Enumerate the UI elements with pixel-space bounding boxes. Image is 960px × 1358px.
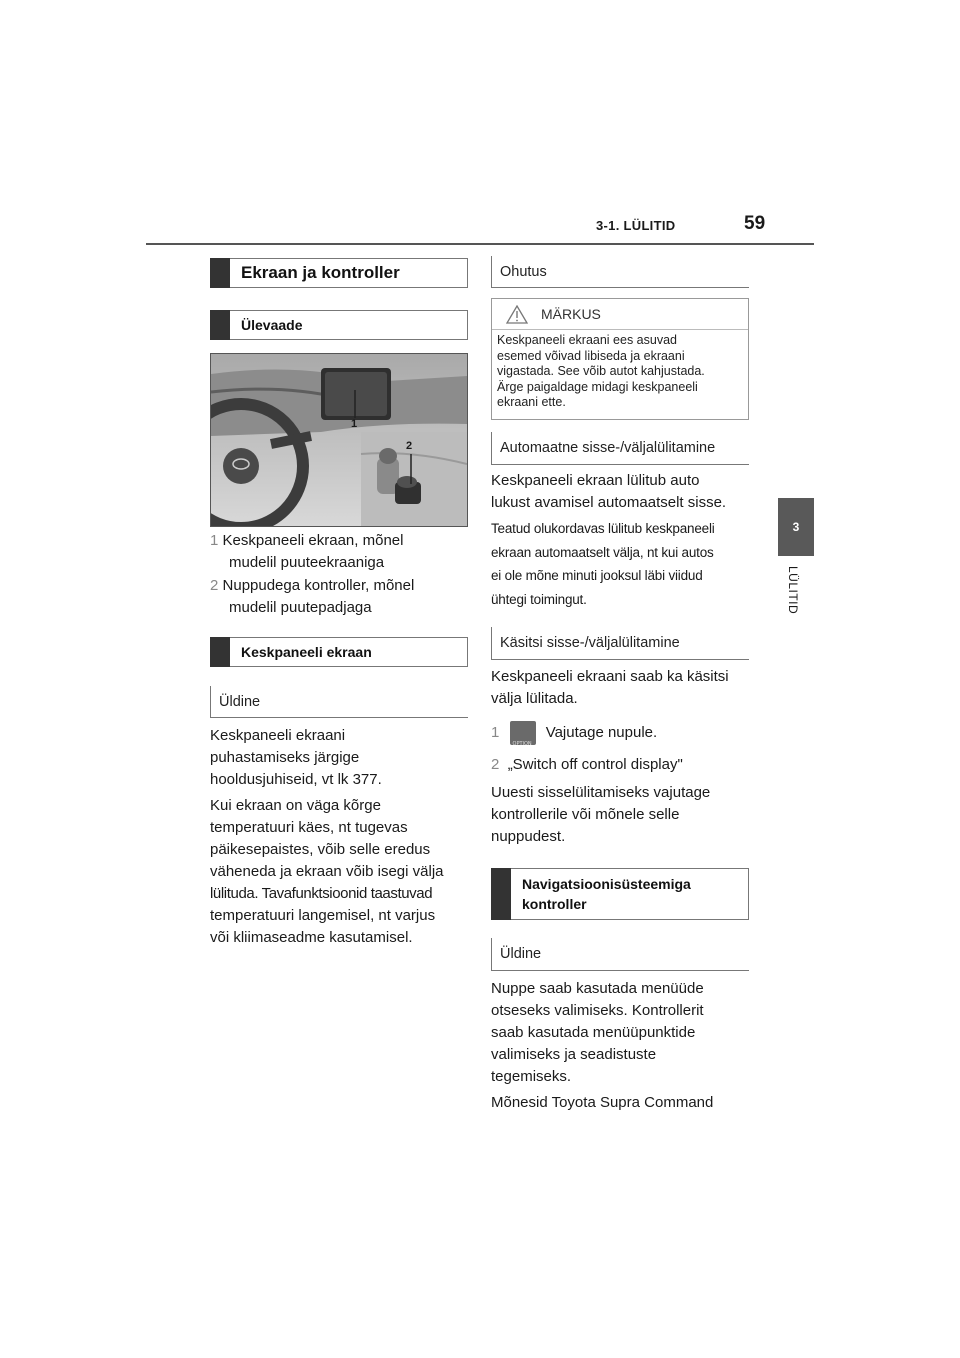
dashboard-illustration xyxy=(211,354,467,526)
auto-small-paragraph xyxy=(491,517,753,611)
text-line: Mõnesid Toyota Supra Command xyxy=(491,1094,714,1111)
callout-1: 1 xyxy=(351,418,358,430)
text-line: vigastada. See võib autot kahjustada. xyxy=(497,364,705,378)
text-line: kontroller xyxy=(522,896,587,912)
note-header xyxy=(492,299,748,330)
main-heading xyxy=(210,258,468,288)
note-text xyxy=(497,333,747,411)
main-heading-text: Ekraan ja kontroller xyxy=(241,263,400,282)
option-button-icon[interactable] xyxy=(510,721,536,748)
list-item xyxy=(210,530,468,574)
text-line: ekraan automaatselt välja, nt kui autos xyxy=(491,544,714,560)
item-number: 1 xyxy=(210,532,219,549)
text-line: lukust avamisel automaatselt sisse. xyxy=(491,494,727,511)
item-text-cont: mudelil puuteekraaniga xyxy=(229,554,385,571)
item-text: Keskpaneeli ekraan, mõnel xyxy=(222,532,404,549)
text-line: valimiseks ja seadistuste xyxy=(491,1046,657,1063)
manual-paragraph xyxy=(491,666,753,710)
text-line: väheneda ja ekraan võib isegi välja xyxy=(210,863,444,880)
cleaning-paragraph xyxy=(210,725,470,791)
step-number: 2 xyxy=(491,756,500,773)
temperature-paragraph xyxy=(210,795,472,949)
step-item xyxy=(491,719,749,747)
text-line: esemed võivad libiseda ja ekraani xyxy=(497,348,685,363)
note-box xyxy=(491,298,749,420)
step-text: „Switch off control display" xyxy=(507,756,683,773)
callout-2: 2 xyxy=(406,440,413,452)
step-item xyxy=(491,754,749,776)
screen-heading-text: Keskpaneeli ekraan xyxy=(241,644,372,660)
nav-paragraph-2 xyxy=(491,1092,753,1114)
text-line: päikesepaistes, võib selle eredus xyxy=(210,841,431,858)
text-line: või kliimaseadme kasutamisel. xyxy=(210,929,413,946)
chapter-number: 3 xyxy=(792,520,800,534)
general-subhead-right: Üldine xyxy=(491,938,749,971)
text-line: Keskpaneeli ekraani saab ka käsitsi xyxy=(491,668,729,685)
item-text: Nuppudega kontroller, mõnel xyxy=(222,577,415,594)
item-number: 2 xyxy=(210,577,219,594)
text-line: tegemiseks. xyxy=(491,1068,572,1085)
item-text-cont: mudelil puutepadjaga xyxy=(229,599,372,616)
heading-bar xyxy=(210,258,230,288)
safety-subhead: Ohutus xyxy=(491,256,749,288)
chapter-label: LÜLITID xyxy=(786,566,800,615)
manual-subhead: Käsitsi sisse-/väljalülitamine xyxy=(491,627,749,660)
heading-bar xyxy=(491,868,511,920)
text-line: Kui ekraan on väga kõrge xyxy=(210,797,381,814)
text-line: temperatuuri käes, nt tugevas xyxy=(210,819,408,836)
screen-heading xyxy=(210,637,468,667)
text-line: ei ole mõne minuti jooksul läbi viidud xyxy=(491,568,703,583)
text-line: puhastamiseks järgige xyxy=(210,749,360,766)
chapter-tab[interactable] xyxy=(778,498,814,556)
general-subhead: Üldine xyxy=(210,686,468,718)
text-line: otseseks valimiseks. Kontrollerit xyxy=(491,1002,704,1019)
step-text: Vajutage nupule. xyxy=(545,724,658,741)
text-line: hooldusjuhiseid, vt lk 377. xyxy=(210,771,382,788)
auto-subhead: Automaatne sisse-/väljalülitamine xyxy=(491,432,749,465)
overview-heading-text: Ülevaade xyxy=(241,317,303,333)
heading-bar xyxy=(210,310,230,340)
text-line: ekraani ette. xyxy=(497,395,566,409)
heading-bar xyxy=(210,637,230,667)
text-line: Teatud olukordavas lülitub keskpaneeli xyxy=(491,521,715,536)
text-line: Nuppe saab kasutada menüüde xyxy=(491,980,704,997)
auto-paragraph xyxy=(491,470,753,514)
text-line: temperatuuri langemisel, nt varjus xyxy=(210,907,436,924)
nav-heading xyxy=(491,868,749,920)
text-line: Keskpaneeli ekraan lülitub auto xyxy=(491,472,700,489)
dashboard-figure xyxy=(210,353,468,527)
text-line: Ärge paigaldage midagi keskpaneeli xyxy=(497,379,698,394)
text-line: Keskpaneeli ekraani ees asuvad xyxy=(497,333,677,347)
list-item xyxy=(210,575,468,619)
text-line: ühtegi toimingut. xyxy=(491,591,587,607)
step-number: 1 xyxy=(491,724,500,741)
reactivate-paragraph xyxy=(491,782,753,848)
text-line: välja lülitada. xyxy=(491,690,578,707)
section-title: 3-1. LÜLITID xyxy=(596,218,676,233)
text-line: lülituda. Tavafunktsioonid taastuvad xyxy=(210,885,433,902)
warning-triangle-icon xyxy=(506,305,528,324)
nav-heading-text xyxy=(522,874,691,914)
overview-heading xyxy=(210,310,468,340)
button-icon-label: OPTION xyxy=(512,741,532,748)
header-rule xyxy=(146,243,814,245)
page-number: 59 xyxy=(744,213,766,234)
text-line: Navigatsioonisüsteemiga xyxy=(522,876,691,892)
text-line: Uuesti sisselülitamiseks vajutage xyxy=(491,784,711,801)
text-line: Keskpaneeli ekraani xyxy=(210,727,346,744)
text-line: kontrollerile või mõnele selle xyxy=(491,806,680,823)
text-line: saab kasutada menüüpunktide xyxy=(491,1024,696,1041)
text-line: nuppudest. xyxy=(491,828,566,845)
nav-paragraph xyxy=(491,978,753,1088)
note-title: MÄRKUS xyxy=(541,306,601,322)
